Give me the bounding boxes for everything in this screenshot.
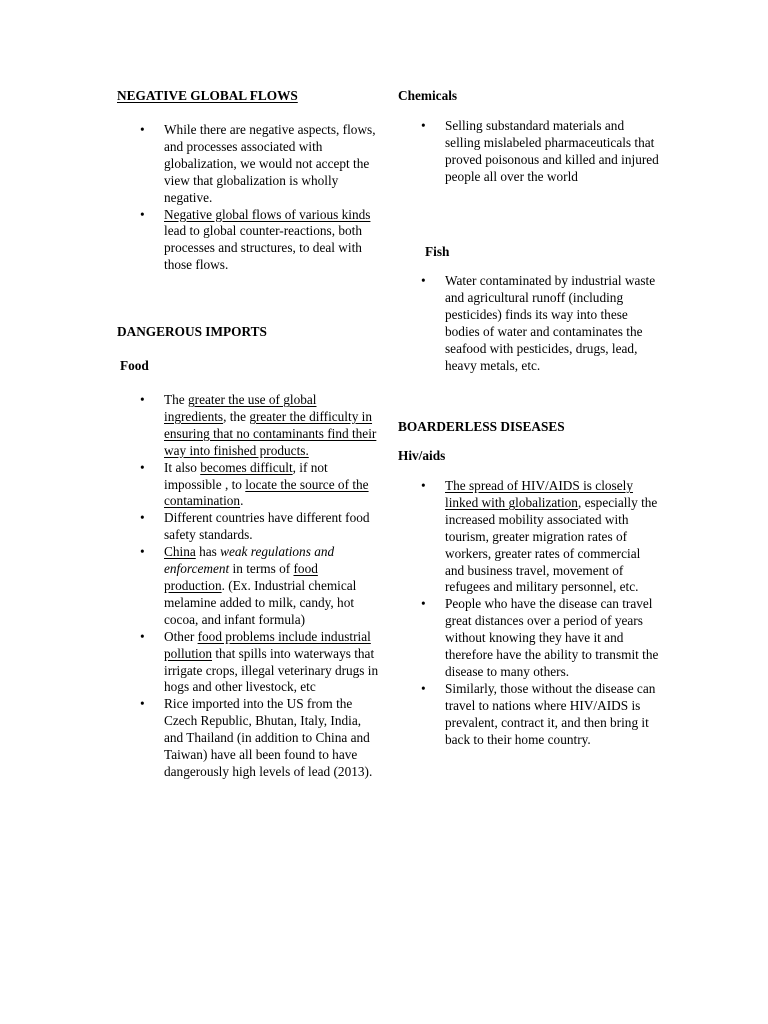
list-item-text-underlined: locate the source of the contamination [164,476,369,509]
bullet-icon: • [421,680,426,696]
list-item-text-underlined: The spread of HIV/AIDS is closely linked with globalization [445,478,633,510]
list-item-text-italic: weak regulations and enforcement [164,544,335,577]
list-item-text-underlined: becomes difficult [200,459,293,475]
list-item [398,118,660,186]
list-item-text: People who have the disease can travel great distances over a period of years without knowing they have it and therefore have the ability to transmit the disease to many others. [445,596,659,679]
list-item-text-underlined: China [164,544,196,560]
list-item-text: While there are negative aspects, flows, and processes associated with globalization, we would not accept the view that globalization is wholly negative. [164,122,376,205]
food-list [117,392,379,781]
bullet-icon: • [140,392,145,407]
bullet-icon: • [140,696,145,712]
list-item [398,478,660,596]
list-item-text: Similarly, those without the disease can travel to nations where HIV/AIDS is prevalent, contract it, and then bring it back to their home country. [445,680,656,747]
list-item [398,596,660,681]
bullet-icon: • [140,510,145,526]
list-item-text: that spills into waterways that irrigate crops, illegal veterinary drugs in hogs and other livestock, etc [164,645,379,695]
list-item [117,544,379,629]
chemicals-list [398,118,660,186]
bullet-icon: • [421,273,426,288]
bullet-icon: • [140,459,145,475]
bullet-icon: • [140,206,145,222]
list-item [398,273,660,374]
chemicals-heading: Chemicals [398,88,458,103]
list-item-text: Other [164,628,198,644]
list-item-text: . (Ex. Industrial chemical melamine added to milk, candy, hot cocoa, and infant formula) [164,577,357,627]
list-item [117,392,379,460]
list-item [117,460,379,511]
list-item [117,207,379,275]
list-item-text: Different countries have different food safety standards. [164,510,370,543]
list-item-text: Water contaminated by industrial waste and agricultural runoff (including pesticides) finds its way into these bodies of water and contaminates the seafood with pesticides, drugs, lead, heavy metals, etc. [445,273,656,373]
list-item-text-underlined: food problems include industrial pollution [164,628,371,661]
list-item [117,696,379,781]
list-item-text: The [164,392,188,407]
list-item-text: in terms of [229,561,294,577]
list-item-text: It also [164,459,201,475]
list-item-text-underlined: Negative global flows of various kinds [164,206,371,222]
list-item [117,510,379,544]
list-item-text-underlined: greater the difficulty in ensuring that no contaminants find their way into finished products. [164,408,377,458]
negative-global-flows-heading: NEGATIVE GLOBAL FLOWS [117,88,298,103]
hiv-aids-subheading: Hiv/aids [398,448,446,463]
bullet-icon: • [421,118,426,133]
list-item-text: lead to global counter-reactions, both processes and structures, to deal with those flows. [164,223,363,273]
list-item [117,122,379,207]
bullet-icon: • [140,122,145,137]
bullet-icon: • [421,596,426,612]
bullet-icon: • [140,628,145,644]
negative-flows-list [117,122,379,274]
list-item-text-underlined: food production [164,561,318,593]
fish-heading: Fish [425,244,450,259]
list-item-text: has [195,544,221,560]
list-item-text: Rice imported into the US from the Czech Republic, Bhutan, Italy, India, and Thailand (in addition to China and Taiwan) have all been found to have dangerously high levels of lead (2013). [164,696,373,779]
list-item [117,629,379,697]
bullet-icon: • [421,478,426,493]
list-item [398,681,660,749]
list-item-text: Selling substandard materials and selling mislabeled pharmaceuticals that proved poisonous and killed and injured people all over the world [445,118,659,184]
food-subheading: Food [120,358,149,373]
list-item-text: , the [223,408,250,424]
list-item-text: , if not impossible , to [164,459,328,492]
list-item-text-underlined: greater the use of global ingredients [164,392,317,424]
diseases-list [398,478,660,749]
boarderless-diseases-heading: BOARDERLESS DISEASES [398,419,565,434]
dangerous-imports-heading: DANGEROUS IMPORTS [117,324,267,339]
fish-list [398,273,660,374]
list-item-text: . [240,493,244,509]
list-item-text: , especially the increased mobility associated with tourism, greater migration rates of workers, greater rates of commercial and business travel, movement of refugees and military personnel, etc. [445,494,658,595]
bullet-icon: • [140,544,145,560]
